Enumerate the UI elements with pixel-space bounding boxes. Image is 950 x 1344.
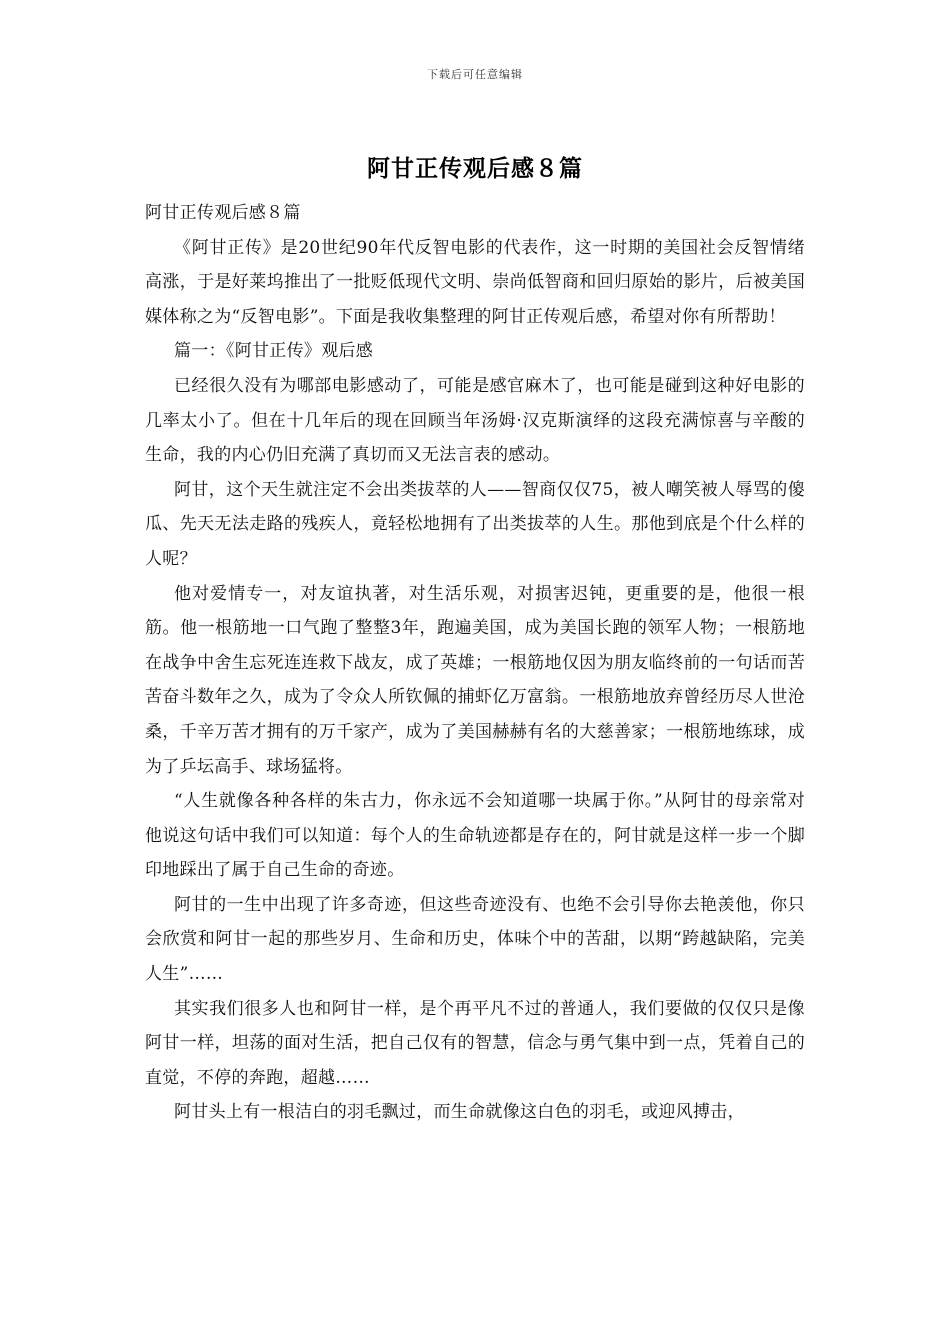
body-paragraph: “人生就像各种各样的朱古力，你永远不会知道哪一块属于你。”从阿甘的母亲常对他说这句话中我们可以知道：每个人的生命轨迹都是存在的，阿甘就是这样一步一个脚印地踩出了属于自己生命的奇迹。 xyxy=(145,791,805,881)
body-paragraph: 已经很久没有为哪部电影感动了，可能是感官麻木了，也可能是碰到这种好电影的几率太小了。但在十几年后的现在回顾当年汤姆·汉克斯演绎的这段充满惊喜与辛酸的生命，我的内心仍旧充满了真切而又无法言表的感动。 xyxy=(145,375,805,466)
subtitle-paragraph: 阿甘正传观后感８篇 xyxy=(145,203,301,223)
body-paragraph: 阿甘头上有一根洁白的羽毛飘过，而生命就像这白色的羽毛，或迎风搏击， xyxy=(174,1102,745,1123)
body-paragraph: 阿甘的一生中出现了许多奇迹，但这些奇迹没有、也绝不会引导你去艳羡他，你只会欣赏和阿甘一起的那些岁月、生命和历史，体味个中的苦甜，以期“跨越缺陷，完美人生”…… xyxy=(145,894,805,985)
body-paragraph: 阿甘，这个天生就注定不会出类拔萃的人——智商仅仅75，被人嘲笑被人辱骂的傻瓜、先天无法走路的残疾人，竟轻松地拥有了出类拔萃的人生。那他到底是个什么样的人呢？ xyxy=(145,479,805,569)
body-paragraph: 其实我们很多人也和阿甘一样，是个再平凡不过的普通人，我们要做的仅仅只是像阿甘一样，坦荡的面对生活，把自己仅有的智慧，信念与勇气集中到一点，凭着自己的直觉，不停的奔跑，超越…… xyxy=(145,998,805,1088)
body-paragraph: 他对爱情专一，对友谊执著，对生活乐观，对损害迟钝，更重要的是，他很一根筋。他一根筋地一口气跑了整整3年，跑遍美国，成为美国长跑的领军人物；一根筋地在战争中舍生忘死连连救下战友，成了英雄；一根筋地仅因为朋友临终前的一句话而苦苦奋斗数年之久，成为了令众人所钦佩的捕虾亿万富翁。一根筋地放弃曾经历尽人世沧桑，千辛万苦才拥有的万千家产，成为了美国赫赫有名的大慈善家；一根筋地练球，成为了乒坛高手、球场猛将。 xyxy=(145,583,805,777)
document-body xyxy=(145,196,805,1130)
document-title: 阿甘正传观后感８篇 xyxy=(367,156,583,182)
intro-paragraph: 《阿甘正传》是20世纪90年代反智电影的代表作，这一时期的美国社会反智情绪高涨，于是好莱坞推出了一批贬低现代文明、崇尚低智商和回归原始的影片，后被美国媒体称之为“反智电影”。下面是我收集整理的阿甘正传观后感，希望对你有所帮助！ xyxy=(145,237,805,327)
header-note: 下载后可任意编辑 xyxy=(427,68,523,81)
section-heading: 篇一：《阿甘正传》观后感 xyxy=(174,341,374,362)
